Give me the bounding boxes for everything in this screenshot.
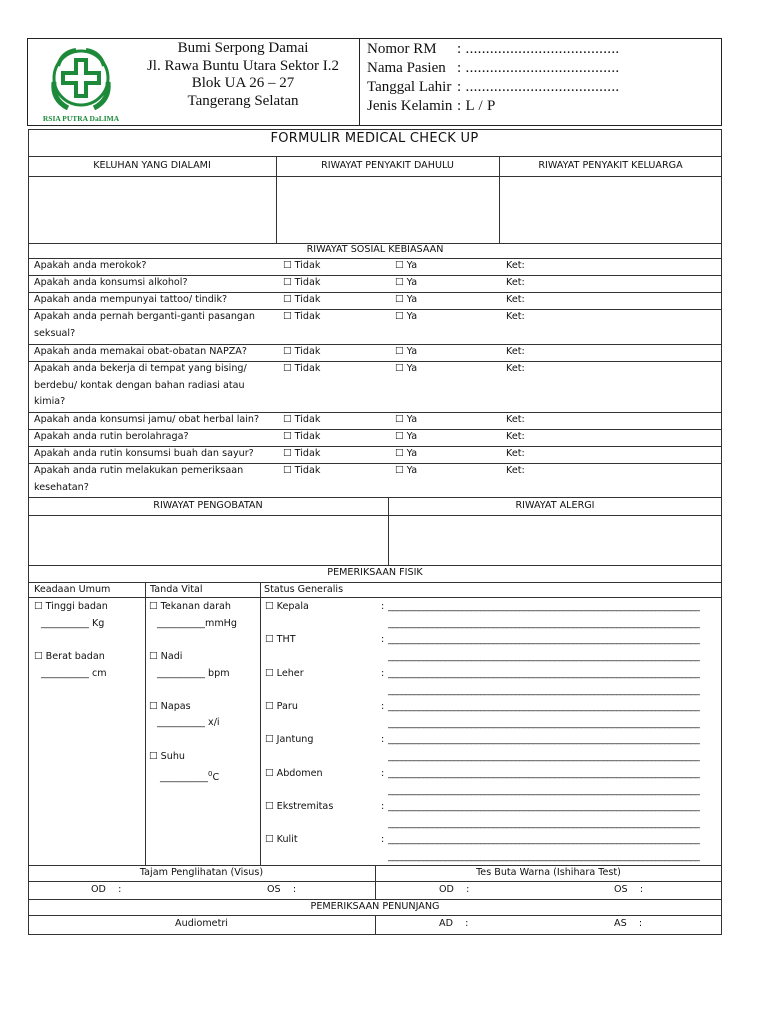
visus-od-field[interactable]: OD : [91, 884, 122, 895]
medication-history-input[interactable] [29, 516, 387, 564]
yes-checkbox[interactable]: ☐ Ya [395, 277, 418, 288]
no-checkbox[interactable]: ☐ Tidak [283, 260, 321, 271]
status-item-line[interactable]: _______________________________________________________________________ [388, 767, 700, 779]
status-item-colon: : [381, 800, 385, 812]
status-item-colon: : [381, 834, 385, 846]
form-header [27, 38, 722, 126]
social-question-text: Apakah anda pernah berganti-ganti pasangan [34, 311, 255, 322]
social-question-text: kimia? [34, 396, 66, 407]
audiometry-as-field[interactable]: AS : [614, 918, 643, 929]
yes-checkbox[interactable]: ☐ Ya [395, 414, 418, 425]
social-question-text: Apakah anda konsumsi alkohol? [34, 277, 188, 288]
audiometry-label: Audiometri [175, 918, 228, 929]
complaints-header: KELUHAN YANG DIALAMI [93, 160, 211, 171]
status-item-checkbox[interactable]: ☐ Kepala [265, 601, 309, 612]
note-field[interactable]: Ket: [506, 277, 525, 288]
note-field[interactable]: Ket: [506, 294, 525, 305]
status-item-checkbox[interactable]: ☐ Jantung [265, 734, 314, 746]
social-question-text: seksual? [34, 327, 76, 339]
note-field[interactable]: Ket: [506, 431, 525, 442]
no-checkbox[interactable]: ☐ Tidak [283, 346, 321, 357]
social-question-text: berdebu/ kontak dengan bahan radiasi atau [34, 379, 245, 391]
medical-record-field[interactable]: : ...................................... [457, 41, 620, 57]
form-title: FORMULIR MEDICAL CHECK UP [270, 131, 479, 146]
yes-checkbox[interactable]: ☐ Ya [395, 465, 418, 476]
no-checkbox[interactable]: ☐ Tidak [283, 448, 321, 459]
blood-pressure-checkbox[interactable]: ☐ Tekanan darah [149, 601, 232, 612]
no-checkbox[interactable]: ☐ Tidak [283, 277, 321, 288]
note-field[interactable]: Ket: [506, 363, 525, 374]
medical-record-label: Nomor RM [367, 41, 437, 57]
yes-checkbox[interactable]: ☐ Ya [395, 294, 418, 305]
status-item-line[interactable]: _______________________________________________________________________ [388, 734, 700, 746]
ishihara-od-field[interactable]: OD : [439, 884, 470, 895]
physical-exam-header: PEMERIKSAAN FISIK [327, 567, 423, 578]
address-line: Jl. Rawa Buntu Utara Sektor I.2 [146, 57, 340, 74]
height-checkbox[interactable]: ☐ Tinggi badan [34, 601, 108, 612]
no-checkbox[interactable]: ☐ Tidak [283, 311, 321, 322]
color-blind-test-header: Tes Buta Warna (Ishihara Test) [476, 867, 621, 878]
status-item-checkbox[interactable]: ☐ Paru [265, 700, 298, 712]
note-field[interactable]: Ket: [506, 448, 525, 459]
weight-field[interactable]: __________ cm [41, 668, 107, 679]
visual-acuity-header: Tajam Penglihatan (Visus) [139, 867, 264, 878]
status-item-checkbox[interactable]: ☐ Leher [265, 667, 304, 679]
status-item-line[interactable]: _______________________________________________________________________ [388, 651, 700, 663]
general-condition-header: Keadaan Umum [34, 584, 111, 595]
status-item-line[interactable]: _______________________________________________________________________ [388, 851, 700, 863]
social-question-text: Apakah anda rutin melakukan pemeriksaan [34, 465, 244, 476]
status-item-line[interactable]: _______________________________________________________________________ [388, 751, 700, 763]
status-item-colon: : [381, 767, 385, 779]
respiration-field[interactable]: __________ x/i [157, 717, 220, 728]
vital-signs-header: Tanda Vital [150, 584, 203, 595]
social-question-text: Apakah anda rutin konsumsi buah dan sayur? [34, 448, 254, 459]
social-question-text: Apakah anda mempunyai tattoo/ tindik? [34, 294, 228, 305]
hospital-logo [38, 42, 124, 124]
status-item-colon: : [381, 601, 385, 612]
status-item-line[interactable]: _______________________________________________________________________ [388, 700, 700, 712]
family-illness-input[interactable] [500, 177, 721, 242]
social-question-text: Apakah anda bekerja di tempat yang bising/ [34, 363, 247, 374]
patient-info [367, 39, 719, 116]
gender-label: Jenis Kelamin [367, 98, 453, 114]
note-field[interactable]: Ket: [506, 260, 525, 271]
address-line: Tangerang Selatan [187, 92, 299, 109]
past-illness-header: RIWAYAT PENYAKIT DAHULU [321, 160, 454, 171]
complaints-input[interactable] [29, 177, 275, 242]
patient-name-field[interactable]: : ...................................... [457, 60, 620, 76]
address-line: Bumi Serpong Damai [177, 40, 309, 56]
yes-checkbox[interactable]: ☐ Ya [395, 260, 418, 271]
patient-name-label: Nama Pasien [367, 60, 446, 76]
status-item-line[interactable]: _______________________________________________________________________ [388, 618, 700, 629]
address-line: Blok UA 26 – 27 [191, 75, 295, 91]
note-field[interactable]: Ket: [506, 311, 525, 322]
social-history-header: RIWAYAT SOSIAL KEBIASAAN [306, 244, 444, 255]
status-item-line[interactable]: _______________________________________________________________________ [388, 784, 700, 796]
status-item-colon: : [381, 667, 385, 679]
no-checkbox[interactable]: ☐ Tidak [283, 465, 321, 476]
temperature-field[interactable] [160, 768, 219, 784]
yes-checkbox[interactable]: ☐ Ya [395, 311, 418, 322]
status-item-checkbox[interactable]: ☐ Kulit [265, 834, 298, 846]
general-status-header: Status Generalis [264, 584, 344, 595]
status-item-checkbox[interactable]: ☐ THT [265, 634, 296, 646]
no-checkbox[interactable]: ☐ Tidak [283, 363, 321, 374]
no-checkbox[interactable]: ☐ Tidak [283, 431, 321, 442]
pulse-field[interactable]: __________ bpm [157, 668, 230, 679]
status-item-checkbox[interactable]: ☐ Abdomen [265, 767, 323, 779]
no-checkbox[interactable]: ☐ Tidak [283, 414, 321, 425]
allergy-history-header: RIWAYAT ALERGI [515, 500, 595, 511]
yes-checkbox[interactable]: ☐ Ya [395, 431, 418, 442]
social-question-text: Apakah anda rutin berolahraga? [34, 431, 189, 442]
supporting-exam-header: PEMERIKSAAN PENUNJANG [310, 901, 440, 912]
allergy-history-input[interactable] [389, 516, 721, 564]
status-item-line[interactable]: _______________________________________________________________________ [388, 634, 700, 646]
degree-mark: 0 [207, 770, 213, 778]
note-field[interactable]: Ket: [506, 414, 525, 425]
status-item-line[interactable]: _______________________________________________________________________ [388, 601, 700, 612]
celsius-unit: C [212, 772, 220, 784]
height-field[interactable]: __________ Kg [41, 618, 105, 629]
yes-checkbox[interactable]: ☐ Ya [395, 448, 418, 459]
note-field[interactable]: Ket: [506, 465, 525, 476]
visus-os-field[interactable]: OS : [267, 884, 297, 895]
hospital-address [128, 39, 358, 110]
no-checkbox[interactable]: ☐ Tidak [283, 294, 321, 305]
ishihara-os-field[interactable]: OS : [614, 884, 644, 895]
gender-field[interactable]: : L / P [457, 98, 496, 114]
status-item-line[interactable]: _______________________________________________________________________ [388, 834, 700, 846]
social-question-text: Apakah anda konsumsi jamu/ obat herbal lain? [34, 414, 260, 425]
logo-text: RSIA PUTRA DaLIMA [42, 114, 120, 123]
medication-history-header: RIWAYAT PENGOBATAN [153, 500, 263, 511]
yes-checkbox[interactable]: ☐ Ya [395, 363, 418, 374]
family-illness-header: RIWAYAT PENYAKIT KELUARGA [538, 160, 683, 171]
temperature-checkbox[interactable]: ☐ Suhu [149, 751, 185, 762]
status-item-line[interactable]: _______________________________________________________________________ [388, 717, 700, 729]
temperature-blank: __________ [160, 772, 208, 784]
status-item-line[interactable]: _______________________________________________________________________ [388, 667, 700, 679]
status-item-colon: : [381, 734, 385, 746]
birth-date-field[interactable]: : ...................................... [457, 79, 620, 95]
status-item-colon: : [381, 700, 385, 712]
status-item-checkbox[interactable]: ☐ Ekstremitas [265, 800, 334, 812]
weight-checkbox[interactable]: ☐ Berat badan [34, 651, 105, 662]
past-illness-input[interactable] [277, 177, 498, 242]
blood-pressure-field[interactable]: __________mmHg [157, 618, 237, 629]
social-question-text: Apakah anda merokok? [34, 260, 147, 271]
status-item-line[interactable]: _______________________________________________________________________ [388, 800, 700, 812]
social-question-text: Apakah anda memakai obat-obatan NAPZA? [34, 346, 247, 357]
status-item-line[interactable]: _______________________________________________________________________ [388, 684, 700, 696]
note-field[interactable]: Ket: [506, 346, 525, 357]
status-item-line[interactable]: _______________________________________________________________________ [388, 817, 700, 829]
audiometry-ad-field[interactable]: AD : [439, 918, 469, 929]
respiration-checkbox[interactable]: ☐ Napas [149, 701, 191, 712]
social-question-text: kesehatan? [34, 481, 89, 493]
birth-date-label: Tanggal Lahir [367, 79, 452, 95]
status-item-colon: : [381, 634, 385, 646]
pulse-checkbox[interactable]: ☐ Nadi [149, 651, 183, 662]
yes-checkbox[interactable]: ☐ Ya [395, 346, 418, 357]
